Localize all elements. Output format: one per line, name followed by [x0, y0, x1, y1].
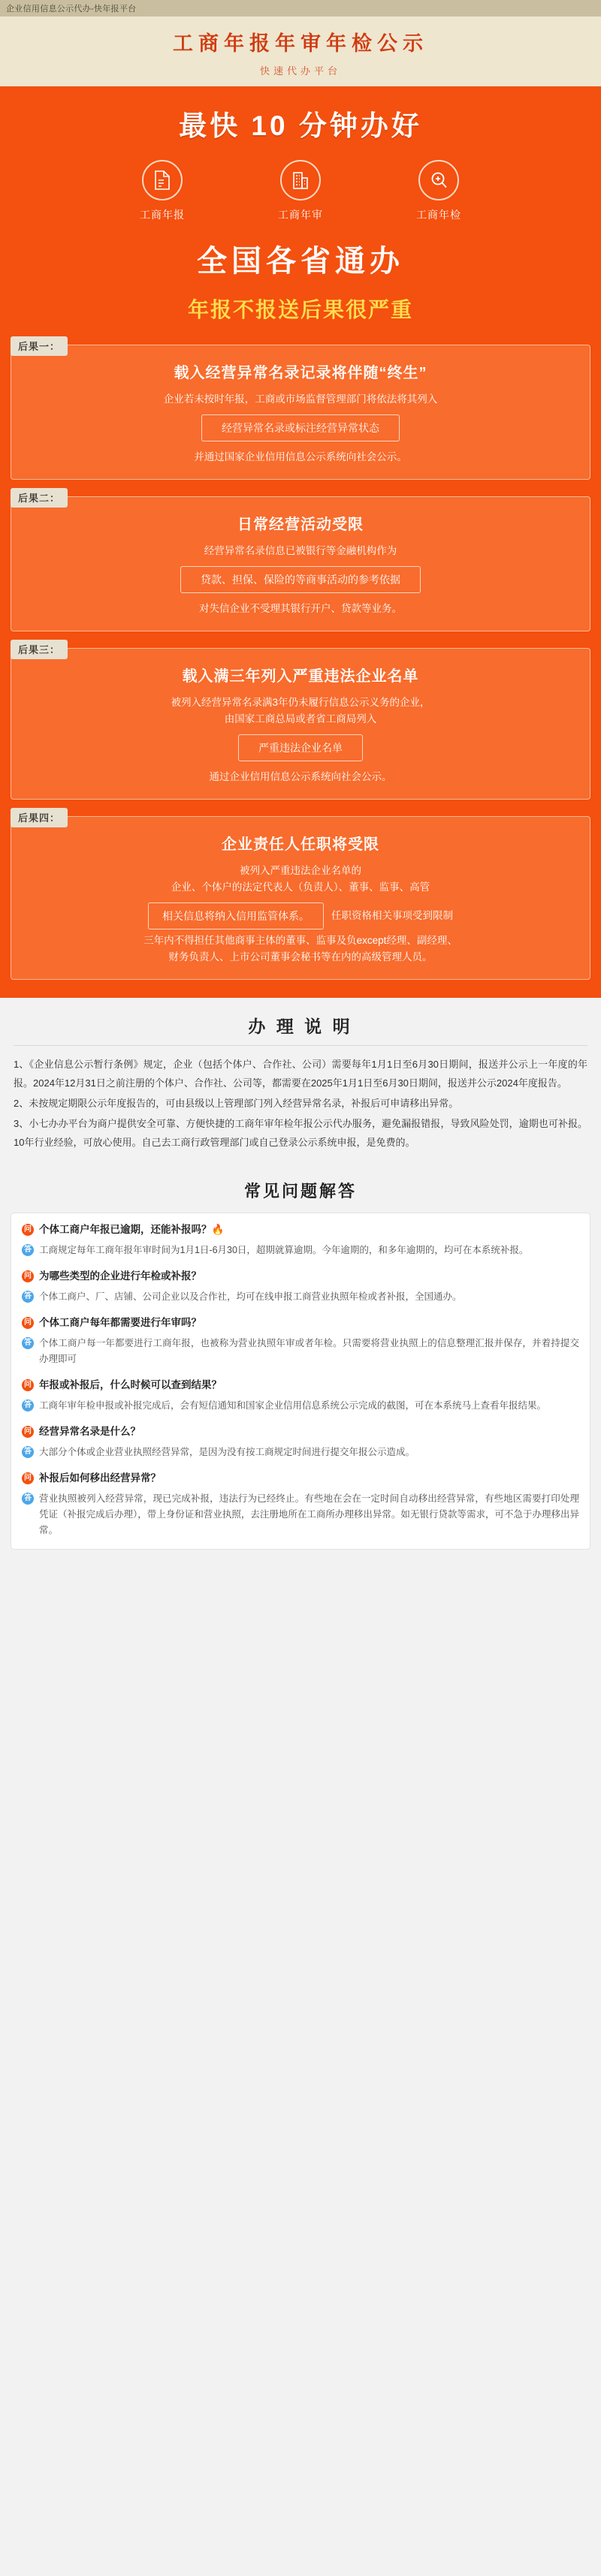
faq-question-row	[22, 1424, 579, 1439]
faq-item[interactable]	[22, 1269, 579, 1305]
faq-list	[11, 1213, 590, 1550]
service-label: 工商年审	[278, 209, 323, 221]
instructions-paragraph: 3、小七办办平台为商户提供安全可靠、方便快捷的工商年审年检年报公示代办服务，避免漏报错报，导致风险处罚，逾期也可补报。10年行业经验，可放心使用。自己去工商行政管理部门或自己登录公示系统申报，是免费的。	[14, 1118, 587, 1148]
faq-item[interactable]	[22, 1378, 579, 1414]
document-report-icon	[142, 160, 183, 200]
card-highlight-pill: 相关信息将纳入信用监管体系。	[148, 902, 324, 929]
answer-badge-icon: 答	[22, 1493, 34, 1505]
consequence-card	[11, 812, 590, 980]
card-title: 载入满三年列入严重违法企业名单	[182, 668, 419, 685]
faq-item[interactable]	[22, 1424, 579, 1460]
card-highlight-pill: 贷款、担保、保险的等商事活动的参考依据	[180, 566, 421, 593]
faq-question-row	[22, 1378, 579, 1393]
faq-question-row	[22, 1222, 579, 1237]
browser-tab-title: 企业信用信息公示代办-快年报平台	[6, 5, 137, 14]
faq-question: 为哪些类型的企业进行年检或补报？	[39, 1270, 201, 1282]
hero-warning-line: 年报不报送后果很严重	[187, 298, 413, 321]
answer-badge-icon: 答	[22, 1291, 34, 1303]
card-line: 并通过国家企业信用信息公示系统向社会公示。	[194, 451, 407, 462]
service-item-annual-report[interactable]	[117, 160, 207, 222]
card-line: 财务负责人、上市公司董事会秘书等在内的高级管理人员。	[168, 951, 433, 963]
question-badge-icon: 问	[22, 1270, 34, 1282]
service-icon-row	[0, 160, 601, 222]
service-item-annual-inspection[interactable]	[394, 160, 484, 222]
faq-question: 补报后如何移出经营异常？	[39, 1472, 161, 1484]
card-line: 对失信企业不受理其银行开户、贷款等业务。	[199, 603, 402, 614]
faq-answer: 营业执照被列入经营异常，现已完成补报，违法行为已经终止。有些地在会在一定时间自动移出经营异常，有些地区需要打印处理凭证（补报完成后办理），带上身份证和营业执照，去注册地所在工商所办理移出异常。如无银行贷款等需求，可不急于办理移出异常。	[39, 1493, 579, 1535]
card-pill-row	[28, 902, 573, 929]
hero-headline: 最快 10 分钟办好	[179, 110, 422, 141]
faq-question-row	[22, 1471, 579, 1486]
card-tag: 后果二：	[11, 488, 68, 508]
hero-coverage-line: 全国各省通办	[197, 245, 404, 278]
faq-answer-row	[22, 1243, 579, 1258]
card-tag: 后果一：	[11, 336, 68, 356]
card-highlight-pill: 严重违法企业名单	[238, 734, 363, 761]
faq-question-row	[22, 1269, 579, 1284]
faq-title: 常见问题解答	[243, 1182, 357, 1201]
question-badge-icon: 问	[22, 1472, 34, 1484]
card-line: 任职资格相关事项受到限制	[331, 910, 453, 921]
faq-answer-row	[22, 1289, 579, 1305]
faq-answer: 个体工商户每一年都要进行工商年报，也被称为营业执照年审或者年检。只需要将营业执照上的信息整理汇报并保存，并着持提交办理即可	[39, 1338, 579, 1364]
browser-tab-bar	[0, 0, 601, 17]
instructions-paragraph: 2、未按规定期限公示年度报告的，可由县级以上管理部门列入经营异常名录，补报后可申请移出异常。	[14, 1098, 459, 1109]
answer-badge-icon: 答	[22, 1399, 34, 1412]
divider	[14, 1045, 587, 1046]
question-badge-icon: 问	[22, 1379, 34, 1391]
faq-answer-row	[22, 1336, 579, 1367]
site-header	[0, 17, 601, 86]
card-line: 三年内不得担任其他商事主体的董事、监事及负except经理、副经理、	[143, 935, 458, 946]
faq-question: 年报或补报后，什么时候可以查到结果？	[39, 1379, 222, 1390]
faq-answer: 工商年审年检申报或补报完成后，会有短信通知和国家企业信用信息系统公示完成的截图，可在本系统马上查看年报结果。	[39, 1400, 547, 1411]
card-line: 由国家工商总局或者省工商局列入	[224, 713, 377, 725]
question-badge-icon: 问	[22, 1224, 34, 1236]
answer-badge-icon: 答	[22, 1337, 34, 1349]
card-line: 经营异常名录信息已被银行等金融机构作为	[204, 545, 397, 556]
faq-answer: 工商规定每年工商年报年审时间为1月1日-6月30日，超期就算逾期。今年逾期的，和多年逾期的，均可在本系统补报。	[39, 1245, 529, 1255]
faq-section	[0, 1167, 601, 1569]
faq-question: 个体工商户年报已逾期，还能补报吗？🔥	[39, 1224, 225, 1235]
question-badge-icon: 问	[22, 1426, 34, 1438]
magnifier-icon	[418, 160, 459, 200]
card-line: 企业、个体户的法定代表人（负责人）、董事、监事、高管	[171, 881, 430, 893]
consequence-card	[11, 644, 590, 800]
faq-item[interactable]	[22, 1315, 579, 1367]
answer-badge-icon: 答	[22, 1446, 34, 1458]
consequence-card	[11, 493, 590, 631]
question-badge-icon: 问	[22, 1317, 34, 1329]
card-tag: 后果四：	[11, 808, 68, 827]
faq-answer: 大部分个体或企业营业执照经营异常，是因为没有按工商规定时间进行提交年报公示造成。	[39, 1447, 415, 1457]
card-title: 日常经营活动受限	[237, 517, 364, 533]
card-line: 通过企业信用信息公示系统向社会公示。	[209, 771, 392, 782]
building-icon	[280, 160, 321, 200]
faq-answer: 个体工商户、厂、店铺、公司企业以及合作社，均可在线申报工商营业执照年检或者补报，全国通办。	[39, 1291, 462, 1302]
card-line: 被列入严重违法企业名单的	[240, 865, 361, 876]
service-label: 工商年检	[416, 209, 461, 221]
hero-section	[0, 86, 601, 334]
instructions-paragraph: 1、《企业信息公示暂行条例》规定，企业（包括个体户、合作社、公司）需要每年1月1日至6月30日期间，报送并公示上一年度的年报。2024年12月31日之前注册的个体户、合作社、公司等，都需要在2025年1月1日至6月30日期间，报送并公示2024年度报告。	[14, 1059, 587, 1089]
faq-question-row	[22, 1315, 579, 1330]
site-subtitle: 快速代办平台	[259, 65, 341, 77]
faq-answer-row	[22, 1445, 579, 1460]
faq-question: 个体工商户每年都需要进行年审吗？	[39, 1317, 201, 1328]
card-line: 被列入经营异常名录满3年仍未履行信息公示义务的企业，	[171, 697, 430, 708]
faq-question: 经营异常名录是什么？	[39, 1426, 140, 1437]
service-item-annual-review[interactable]	[255, 160, 346, 222]
card-highlight-pill: 经营异常名录或标注经营异常状态	[201, 414, 400, 441]
consequence-card	[11, 341, 590, 480]
faq-item[interactable]	[22, 1222, 579, 1258]
faq-item[interactable]	[22, 1471, 579, 1538]
answer-badge-icon: 答	[22, 1244, 34, 1256]
card-title: 企业责任人任职将受限	[222, 836, 379, 853]
site-title: 工商年报年审年检公示	[173, 32, 428, 55]
faq-answer-row	[22, 1398, 579, 1414]
service-label: 工商年报	[140, 209, 185, 221]
card-title: 载入经营异常名录记录将伴随“终生”	[174, 365, 427, 381]
instructions-title: 办 理 说 明	[248, 1017, 353, 1036]
instructions-section	[0, 998, 601, 1167]
card-line: 企业若未按时年报，工商或市场监督管理部门将依法将其列入	[163, 393, 438, 405]
consequence-card-list	[0, 334, 601, 998]
faq-answer-row	[22, 1491, 579, 1538]
card-tag: 后果三：	[11, 640, 68, 659]
